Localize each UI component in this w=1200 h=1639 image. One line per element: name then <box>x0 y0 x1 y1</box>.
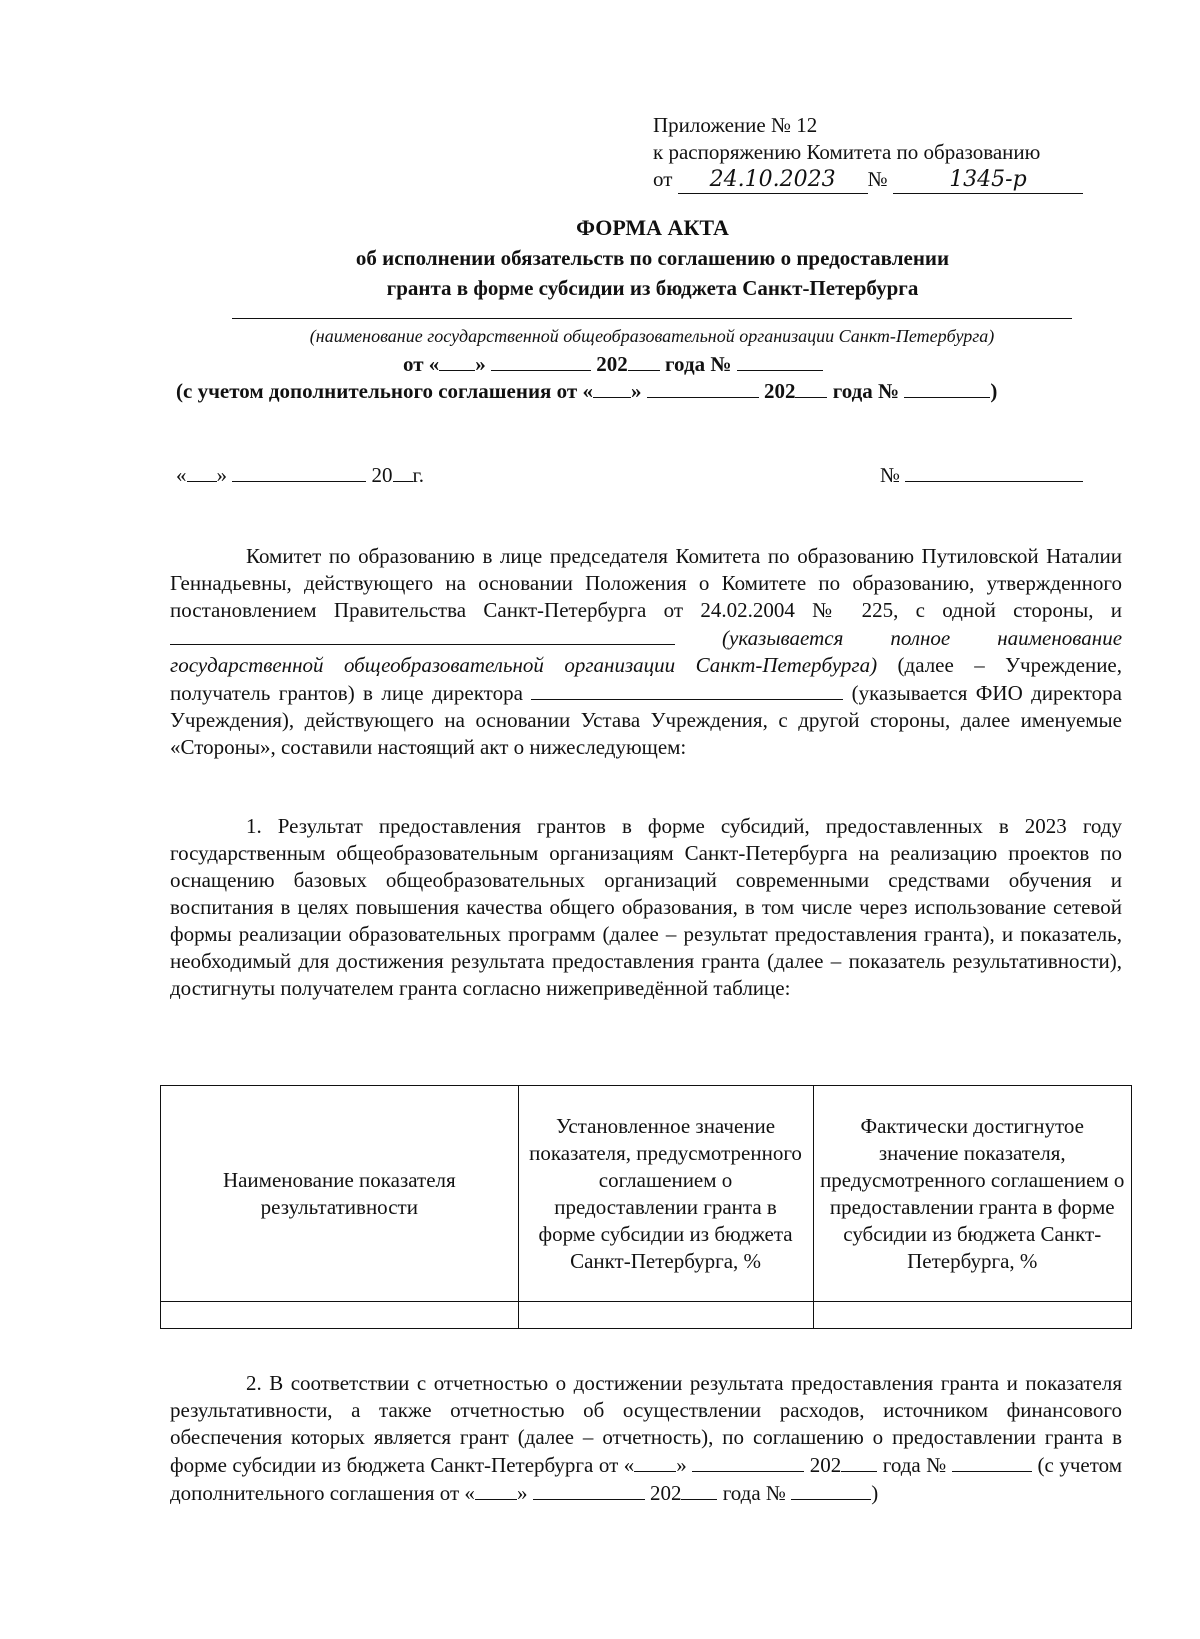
p2-year-1: 202 <box>809 1453 842 1477</box>
intro-italic-org-hint: (указывается полное наименование государственной общеобразовательной организации Санкт-Петербурга) <box>170 626 1123 677</box>
agreement-day-blank <box>439 350 475 371</box>
p2-year-blank-2 <box>681 1479 717 1500</box>
attachment-number: Приложение № 12 <box>653 113 818 137</box>
agreement-year: 202 <box>596 352 628 376</box>
form-title: ФОРМА АКТА <box>576 215 729 240</box>
handwritten-number: 1345-р <box>893 166 1083 194</box>
act-year: 20 <box>371 463 393 487</box>
act-number-label: № <box>880 463 901 487</box>
p2-month-blank-2 <box>533 1479 645 1500</box>
additional-number-blank <box>904 377 990 398</box>
indicators-table <box>160 1085 1132 1329</box>
attachment-date-line <box>653 166 1123 194</box>
p2-number-blank-2 <box>791 1479 871 1500</box>
agreement-number-blank <box>737 350 823 371</box>
act-year-suffix: г. <box>412 463 424 487</box>
org-name-caption: (наименование государственной общеобразовательной организации Санкт-Петербурга) <box>309 326 995 346</box>
act-number-line <box>880 461 1083 489</box>
p2-close-paren: ) <box>871 1481 879 1505</box>
p2-year-blank-1 <box>841 1451 877 1472</box>
intro-part-2: (далее – Учреждение, получатель грантов) в лице директора <box>170 653 1122 705</box>
header-established-value: Установленное значение показателя, предусмотренного соглашением о предоставлении гранта в форме субсидии из бюджета Санкт-Петербурга, % <box>518 1086 813 1302</box>
act-number-blank <box>905 461 1083 482</box>
p2-close-quote-2: » <box>516 1481 528 1505</box>
header-actual-value: Фактически достигнутое значение показателя, предусмотренного соглашением о предоставлении гранта в форме субсидии из бюджета Санкт-Петербурга, % <box>813 1086 1132 1302</box>
additional-prefix: (с учетом дополнительного соглашения от « <box>176 379 593 403</box>
date-prefix: от <box>653 167 673 191</box>
additional-day-blank <box>593 377 631 398</box>
act-month-blank <box>232 461 366 482</box>
additional-year-word: года № <box>832 379 900 403</box>
form-subtitle-1: об исполнении обязательств по соглашению о предоставлении <box>355 246 950 270</box>
director-name-blank <box>531 679 843 700</box>
form-subtitle-2: гранта в форме субсидии из бюджета Санкт-Петербурга <box>386 276 919 300</box>
p2-day-blank-1 <box>634 1451 676 1472</box>
p2-close-quote-1: » <box>676 1453 687 1477</box>
paragraph-2-text: 2. В соответствии с отчетностью о достижении результата предоставления гранта и показателя результативности, а также отчетностью об осуществлении расходов, источником финансового обеспечения которых является грант (далее – отчетность), по соглашению о предоставлении гранта в форме субсидии из бюджета Санкт-Петербурга от « <box>170 1371 1122 1477</box>
form-title-block <box>170 213 1135 303</box>
p2-year-2: 202 <box>649 1481 682 1505</box>
p2-day-blank-2 <box>475 1479 517 1500</box>
table-header-row <box>161 1086 1132 1302</box>
header-indicator-name: Наименование показателя результативности <box>161 1086 519 1302</box>
attachment-block <box>653 112 1123 194</box>
attachment-reference: к распоряжению Комитета по образованию <box>653 140 1041 164</box>
number-prefix: № <box>867 167 888 191</box>
agreement-year-word: года № <box>665 352 732 376</box>
p2-month-blank-1 <box>692 1451 804 1472</box>
p2-additional-prefix: (с учетом дополнительного соглашения от « <box>170 1453 1123 1505</box>
intro-paragraph <box>170 543 1122 761</box>
intro-part-3: (указывается ФИО директора Учреждения), действующего на основании Устава Учреждения, с другой стороны, далее именуемые «Стороны», составили настоящий акт о нижеследующем: <box>170 681 1122 759</box>
act-day-blank <box>187 461 217 482</box>
org-name-line <box>232 318 1072 319</box>
org-full-name-blank <box>170 624 675 645</box>
paragraph-1-text: 1. Результат предоставления грантов в форме субсидий, предоставленных в 2023 году государственным общеобразовательным организациям Санкт-Петербурга на реализацию проектов по оснащению базовых общеобразовательных организаций современными средствами обучения и воспитания в целях повышения качества общего образования, в том числе через использование сетевой формы реализации образовательных программ (далее – результат предоставления гранта), и показатель, необходимый для достижения результата предоставления гранта (далее – показатель результативности), достигнуты получателем гранта согласно нижеприведённой таблице: <box>170 814 1122 1000</box>
p2-year-word-1: года № <box>882 1453 947 1477</box>
act-date-line <box>176 461 424 489</box>
agreement-close-quote: » <box>475 352 486 376</box>
additional-year-blank <box>795 377 827 398</box>
cell-established-value[interactable] <box>518 1302 813 1329</box>
agreement-date-line <box>403 350 823 378</box>
paragraph-1 <box>170 813 1122 1002</box>
intro-part-1: Комитет по образованию в лице председателя Комитета по образованию Путиловской Наталии Геннадьевны, действующего на основании Положения о Комитете по образованию, утвержденного постановлением Правительства Санкт-Петербурга от 24.02.2004 № 225, с одной стороны, и <box>170 544 1122 622</box>
additional-year: 202 <box>763 379 796 403</box>
cell-indicator-name[interactable] <box>161 1302 519 1329</box>
act-close-quote: » <box>216 463 227 487</box>
agreement-year-blank <box>628 350 660 371</box>
handwritten-date: 24.10.2023 <box>678 166 868 194</box>
agreement-month-blank <box>491 350 591 371</box>
act-year-blank <box>393 461 413 482</box>
p2-year-word-2: года № <box>722 1481 786 1505</box>
paragraph-2 <box>170 1370 1122 1507</box>
p2-number-blank-1 <box>952 1451 1032 1472</box>
additional-close-quote: » <box>630 379 642 403</box>
additional-agreement-line <box>176 377 997 405</box>
additional-month-blank <box>647 377 759 398</box>
cell-actual-value[interactable] <box>813 1302 1132 1329</box>
additional-close-paren: ) <box>990 379 998 403</box>
table-row <box>161 1302 1132 1329</box>
act-open-quote: « <box>176 463 187 487</box>
agreement-from-label: от « <box>403 352 440 376</box>
